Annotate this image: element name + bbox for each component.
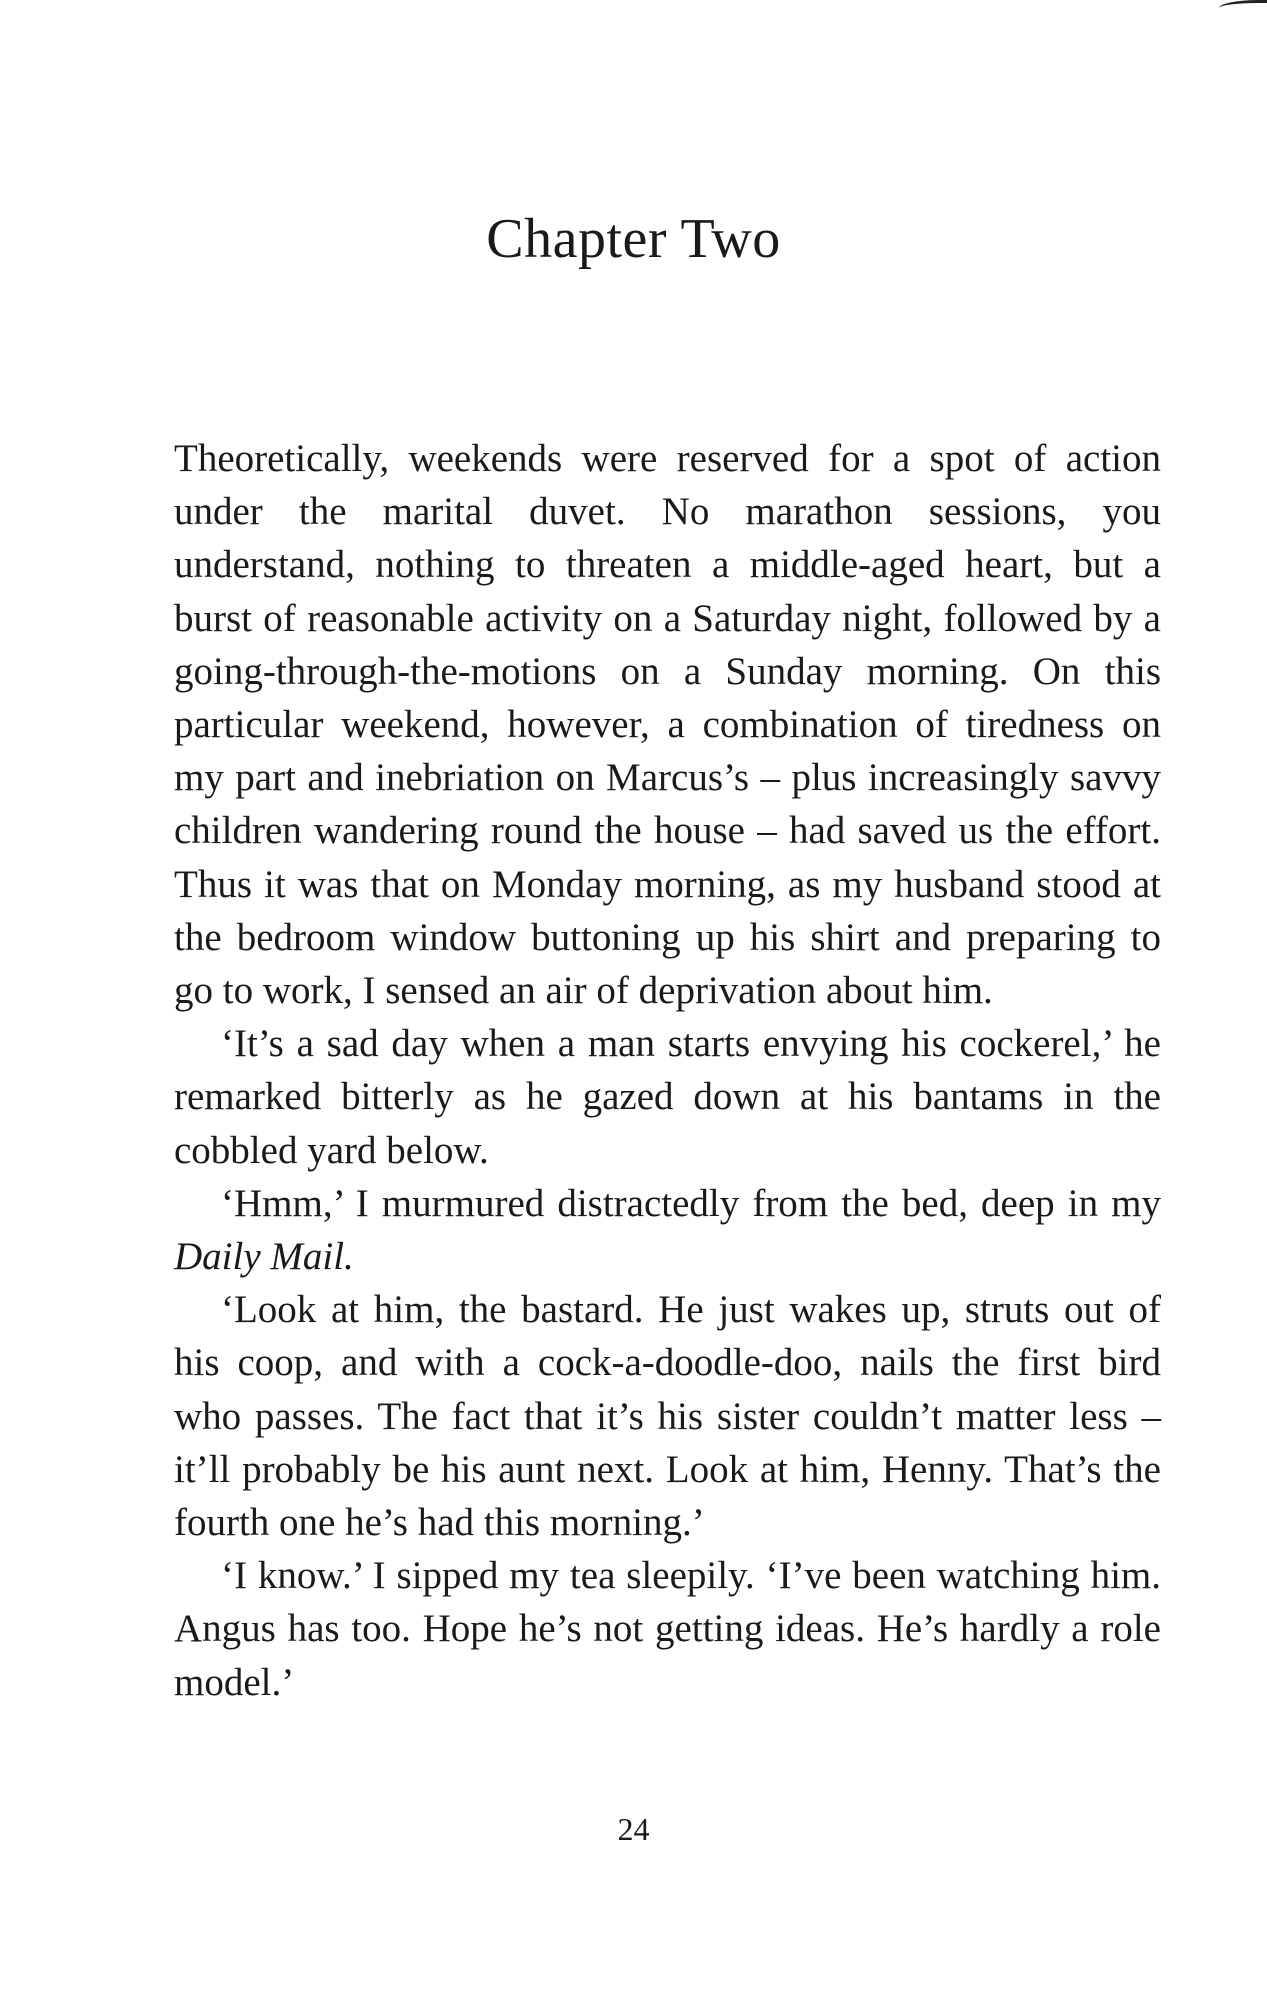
page-number: 24 bbox=[617, 1811, 650, 1847]
paragraph: ‘I know.’ I sipped my tea sleepily. ‘I’ve been watching him. Angus has too. Hope he’s not getting ideas. He’s hardly a role model.’ bbox=[174, 1554, 1161, 1704]
paragraph bbox=[174, 1177, 1161, 1283]
paragraph: ‘It’s a sad day when a man starts envying his cockerel,’ he remarked bitterly as he gazed down at his bantams in the cobbled yard below. bbox=[174, 1022, 1161, 1172]
paragraph: ‘Look at him, the bastard. He just wakes up, struts out of his coop, and with a cock-a-doodle-doo, nails the first bird who passes. The fact that it’s his sister couldn’t matter less – it’ll probably be his aunt next. Look at him, Henny. That’s the fourth one he’s had this morning.’ bbox=[174, 1288, 1161, 1545]
newspaper-title: Daily Mail. bbox=[174, 1235, 354, 1279]
paragraph-text: ‘Hmm,’ I murmured distractedly from the bed, deep in my bbox=[221, 1181, 1161, 1225]
chapter-title: Chapter Two bbox=[486, 208, 781, 270]
page-edge-curl bbox=[1219, 0, 1267, 13]
paragraph: Theoretically, weekends were reserved for a spot of action under the marital duvet. No marathon sessions, you understand, nothing to threaten a middle-aged heart, but a burst of reasonable activity on a Saturday night, followed by a going-through-the-motions on a Sunday morning. On this particular weekend, however, a combination of tiredness on my part and inebriation on Marcus’s – plus increasingly savvy children wandering round the house – had saved us the effort. Thus it was that on Monday morning, as my husband stood at the bedroom window buttoning up his shirt and preparing to go to work, I sensed an air of deprivation about him. bbox=[174, 437, 1161, 1013]
body-text bbox=[174, 432, 1161, 1709]
